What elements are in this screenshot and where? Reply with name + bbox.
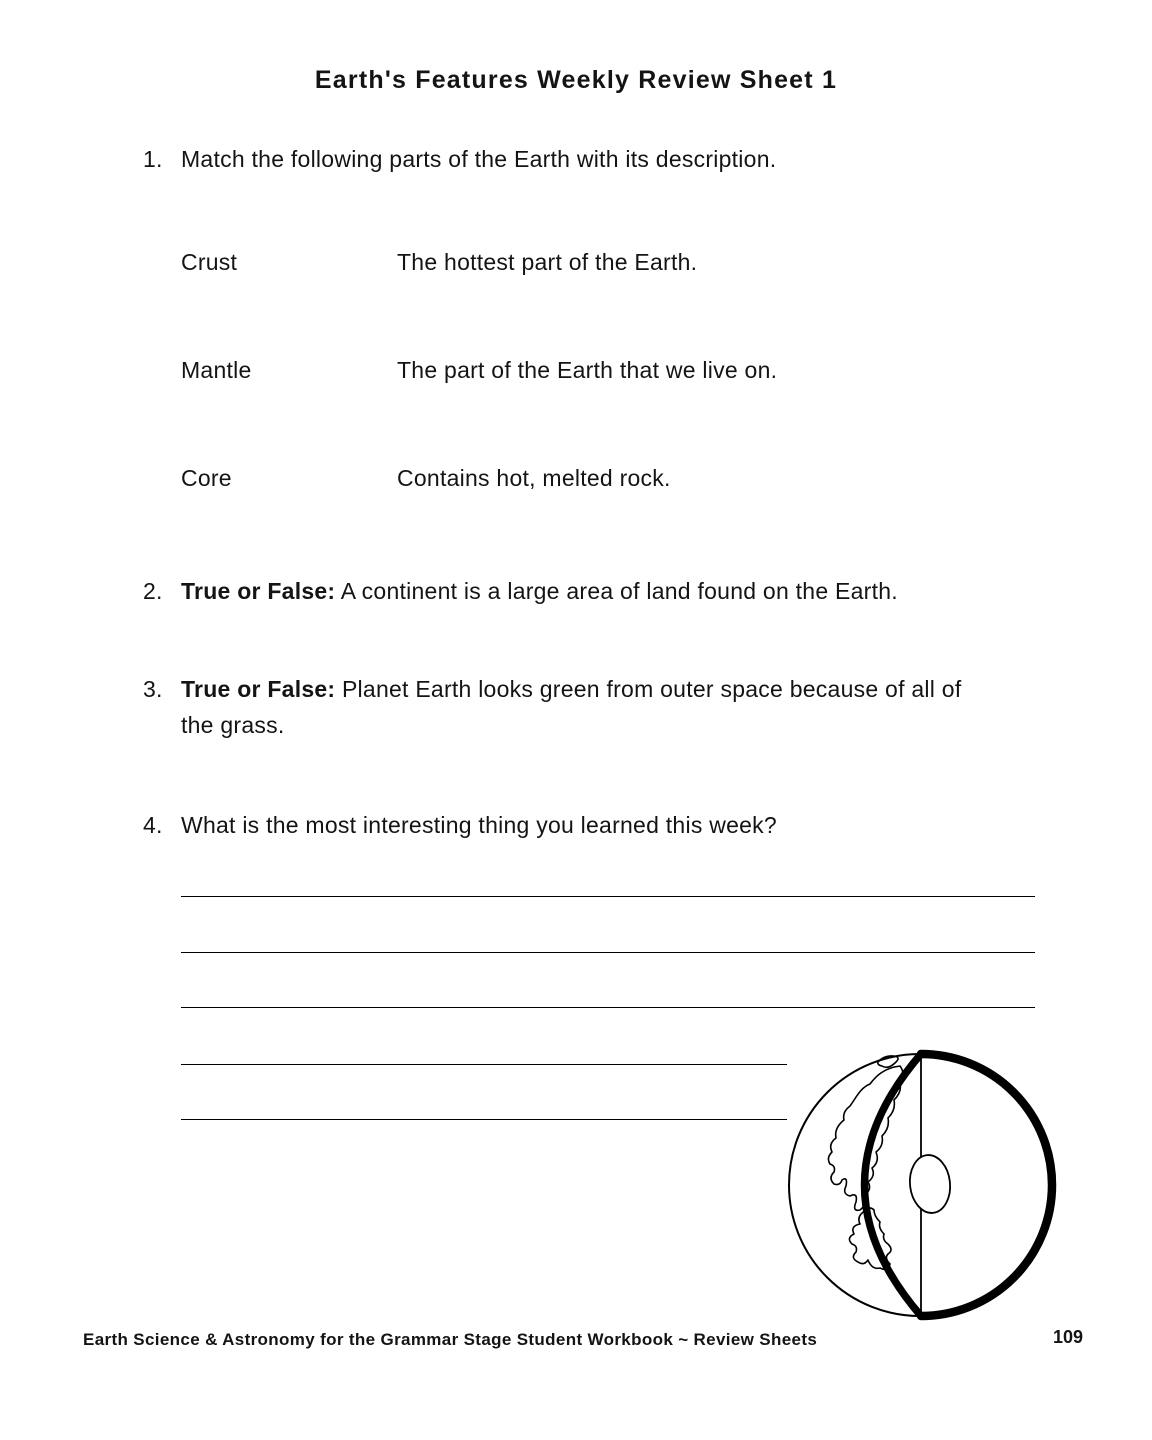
answer-line-3	[181, 1007, 1035, 1008]
question-1-text: Match the following parts of the Earth with its description.	[181, 146, 777, 172]
match-term-crust: Crust	[181, 249, 238, 275]
answer-line-4	[181, 1064, 787, 1065]
question-3-number: 3.	[143, 676, 163, 702]
footer-text: Earth Science & Astronomy for the Grammar Stage Student Workbook ~ Review Sheets	[83, 1330, 818, 1349]
match-desc-3: Contains hot, melted rock.	[397, 465, 671, 491]
page-title: Earth's Features Weekly Review Sheet 1	[314, 66, 838, 94]
question-3-text-line2: the grass.	[181, 712, 285, 738]
match-desc-1: The hottest part of the Earth.	[397, 249, 698, 275]
question-2-prefix: True or False:	[181, 578, 336, 604]
question-3	[143, 671, 961, 743]
question-2	[143, 573, 898, 609]
answer-line-2	[181, 952, 1035, 953]
question-1	[143, 141, 776, 177]
question-4	[143, 807, 777, 843]
question-3-text-line1: Planet Earth looks green from outer space because of all of	[341, 676, 962, 702]
match-term-core: Core	[181, 465, 232, 491]
question-1-number: 1.	[143, 146, 163, 172]
answer-line-1	[181, 896, 1035, 897]
question-2-text: A continent is a large area of land found on the Earth.	[340, 578, 898, 604]
match-desc-2: The part of the Earth that we live on.	[397, 357, 778, 383]
question-4-number: 4.	[143, 812, 163, 838]
answer-line-5	[181, 1119, 787, 1120]
earth-core	[907, 1153, 953, 1215]
match-term-mantle: Mantle	[181, 357, 252, 383]
question-4-text: What is the most interesting thing you learned this week?	[181, 812, 777, 838]
earth-cross-section-image	[780, 1040, 1064, 1326]
question-3-prefix: True or False:	[181, 676, 336, 702]
page-number: 109	[1053, 1327, 1084, 1347]
question-2-number: 2.	[143, 578, 163, 604]
